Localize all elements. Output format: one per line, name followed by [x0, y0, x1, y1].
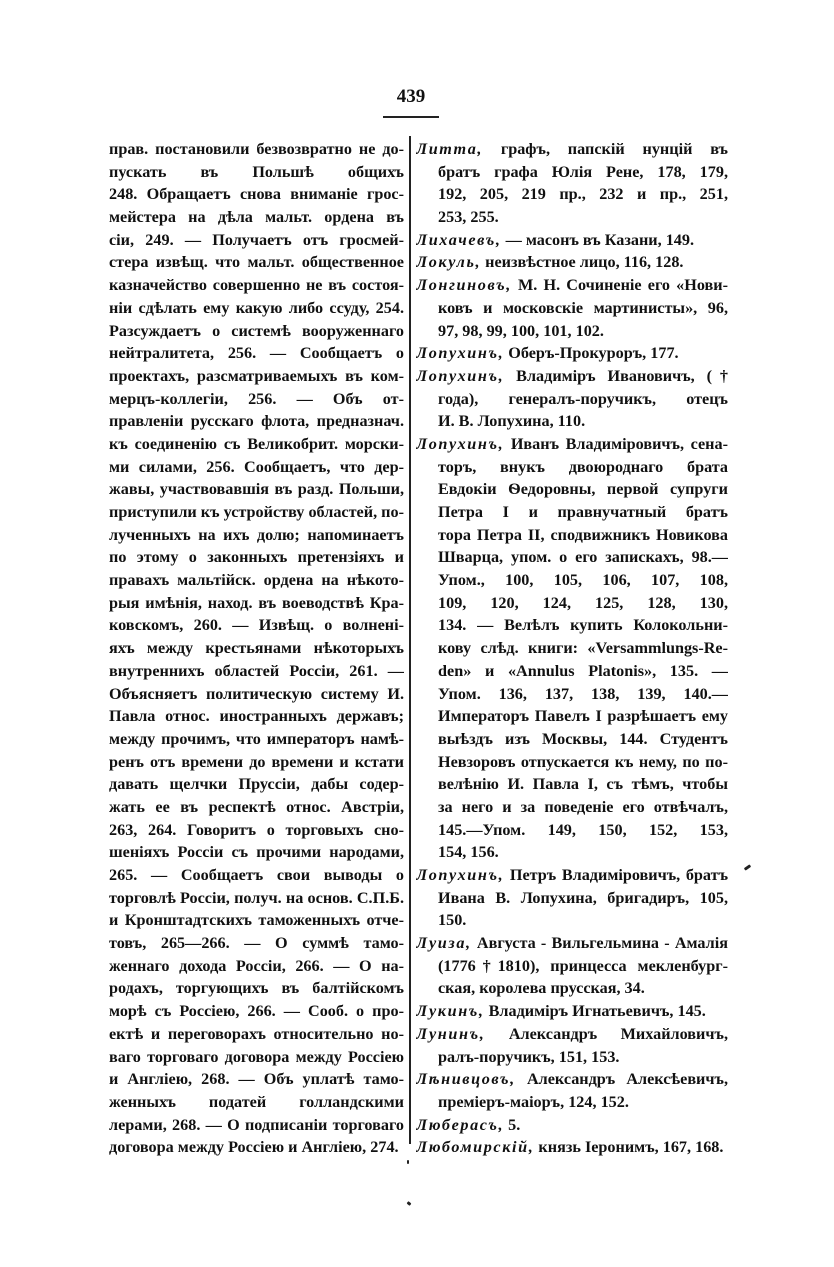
entry-line: [416, 1000, 728, 1023]
entry-text: неизвѣстное лицо, 116, 128.: [485, 253, 684, 272]
entry-line: за него и за поведеніе его отвѣчалъ,: [438, 797, 728, 816]
entry-line: [416, 1114, 728, 1137]
entry-line: den» и «Annulus Platonis», 135. —: [438, 661, 728, 680]
index-entry: [416, 138, 728, 229]
text-line: сіи, 249. — Получаетъ отъ гросмей-: [109, 230, 404, 249]
entry-headword: Лунинъ,: [416, 1024, 486, 1043]
text-line: правленіи русскаго флота, предназнач.: [109, 412, 404, 431]
index-entry: [416, 365, 728, 433]
entry-line: 145.—Упом. 149, 150, 152, 153,: [438, 820, 728, 839]
text-line: прав. постановили безвозвратно не до-: [109, 140, 404, 158]
text-line: стера извѣщ. что мальт. общественное: [109, 253, 404, 272]
entry-headword: Лихачевъ,: [416, 230, 502, 249]
entry-headword: Луиза,: [416, 934, 472, 953]
entry-line: [416, 932, 728, 955]
entry-line: Петра I и правнучатный братъ: [438, 503, 728, 521]
text-line: Павла относ. иностранныхъ державъ;: [109, 707, 404, 726]
entry-text: Александръ Михайловичъ,: [508, 1024, 728, 1043]
entry-line: [416, 1136, 728, 1159]
entry-line: ралъ-поручикъ, 151, 153.: [438, 1047, 620, 1066]
index-entry: [416, 1000, 728, 1023]
ink-mark: [744, 864, 751, 870]
text-line: между прочимъ, что императоръ намѣ-: [109, 729, 404, 748]
text-line: мерцъ-коллегіи, 256. — Объ от-: [109, 389, 404, 408]
left-column: [109, 138, 404, 1159]
entry-headword: Литта,: [416, 140, 484, 158]
entry-line: [416, 229, 728, 252]
text-line: Разсуждаетъ о системѣ вооруженнаго: [109, 321, 404, 340]
index-entry: [416, 932, 728, 1000]
right-column: [416, 138, 728, 1159]
entry-line: преміеръ-маіоръ, 124, 152.: [438, 1092, 629, 1111]
text-line: ми силами, 256. Сообщаетъ, что дер-: [109, 457, 404, 476]
entry-line: 109, 120, 124, 125, 128, 130,: [438, 593, 728, 612]
text-line: яхъ между крестьянами нѣкоторыхъ: [109, 639, 404, 658]
entry-text: Александръ Алексѣевичъ,: [526, 1070, 728, 1089]
entry-line: 154, 156.: [438, 843, 499, 862]
entry-headword: Любомирскій,: [416, 1138, 535, 1157]
text-line: женнаго дохода Россіи, 266. — О на-: [109, 956, 404, 975]
entry-line: [416, 1023, 728, 1046]
entry-text: Петръ Владиміровичъ, братъ: [509, 866, 728, 884]
entry-headword: Лопухинъ,: [416, 866, 505, 884]
entry-text: 5.: [508, 1115, 521, 1134]
entry-text: Иванъ Владиміровичъ, сена-: [510, 434, 728, 453]
entry-line: тора Петра II, сподвижникъ Новикова: [438, 525, 728, 544]
entry-headword: Лопухинъ,: [416, 344, 505, 363]
text-line: жать ее въ респектѣ относ. Австріи,: [109, 797, 404, 816]
index-entry: [416, 1023, 728, 1068]
text-line: внутреннихъ областей Россіи, 261. —: [109, 661, 404, 680]
entry-line: Шварца, упом. о его запискахъ, 98.—: [438, 548, 728, 567]
entry-text: — масонъ въ Казани, 149.: [505, 230, 695, 249]
entry-line: [416, 433, 728, 456]
text-line: товъ, 265—266. — О суммѣ тамо-: [109, 934, 404, 953]
entry-line: [416, 138, 728, 161]
text-line: женныхъ податей голландскими: [109, 1092, 404, 1111]
entry-line: торъ, внукъ двоюроднаго брата: [438, 457, 728, 476]
text-line: и Кронштадтскихъ таможенныхъ отче-: [109, 911, 404, 930]
text-line: договора между Россіею и Англіею, 274.: [109, 1138, 399, 1157]
entry-headword: Лонгиновъ,: [416, 276, 512, 295]
entry-headword: Локуль,: [416, 253, 482, 272]
index-entry: [416, 1068, 728, 1113]
entry-line: Упом., 100, 105, 106, 107, 108,: [438, 571, 728, 590]
entry-text: князь Іеронимъ, 167, 168.: [538, 1138, 724, 1157]
index-entry: [416, 274, 728, 342]
text-line: ковскомъ, 260. — Извѣщ. о волнені-: [109, 616, 404, 635]
text-line: казначейство совершенно не въ состоя-: [109, 276, 404, 295]
entry-line: [416, 274, 728, 297]
entry-line: [416, 251, 728, 274]
text-line: ніи сдѣлать ему какую либо ссуду, 254.: [109, 298, 404, 317]
entry-headword: Лопухинъ,: [416, 366, 505, 385]
entry-line: [416, 1068, 728, 1091]
entry-line: 192, 205, 219 пр., 232 и пр., 251,: [438, 185, 728, 204]
text-line: лерами, 268. — О подписаніи торговаго: [109, 1115, 404, 1134]
text-line: Объясняетъ политическую систему И.: [109, 684, 404, 703]
entry-line: (1776†1810), принцесса мекленбург-: [438, 956, 728, 975]
column-divider: [409, 136, 411, 1144]
entry-headword: Люберасъ,: [416, 1115, 505, 1134]
index-entry: [416, 1114, 728, 1137]
entry-headword: Лукинъ,: [416, 1002, 485, 1021]
text-line: правахъ мальтійск. ордена на нѣкото-: [109, 571, 404, 590]
text-line: торговлѣ Россіи, получ. на основ. С.П.Б.: [109, 888, 404, 907]
entry-line: Евдокіи Ѳедоровны, первой супруги: [438, 480, 728, 499]
entry-line: ская, королева прусская, 34.: [438, 979, 645, 998]
entry-line: кову слѣд. книги: «Versammlungs-Re-: [438, 639, 728, 658]
ink-mark: [407, 1201, 412, 1206]
text-line: рыя имѣнія, наход. въ воеводствѣ Кра-: [109, 593, 404, 612]
text-line: 265. — Сообщаетъ свои выводы о: [109, 866, 404, 884]
text-line: лученныхъ на ихъ долю; напоминаетъ: [109, 525, 404, 544]
entry-line: [416, 864, 728, 887]
entry-text: Августа - Вильгельмина - Амалія: [476, 934, 728, 953]
page-number: 439: [396, 86, 426, 107]
entry-line: Невзоровъ отпускается къ нему, по по-: [438, 752, 728, 771]
entry-text: графъ, папскій нунцій въ: [500, 140, 728, 158]
text-line: пускать въ Польшѣ общихъ: [109, 162, 404, 181]
text-line: 248. Обращаетъ снова вниманіе грос-: [109, 185, 404, 204]
entry-text: Владиміръ Игнатьевичъ, 145.: [488, 1002, 706, 1021]
text-line: ваго торговаго договора между Россіею: [109, 1047, 404, 1066]
entry-headword: Лѣнивцовъ,: [416, 1070, 516, 1089]
page-number-rule: [383, 116, 439, 118]
entry-line: ковъ и московскіе мартинисты», 96,: [438, 298, 728, 317]
index-entry: [416, 864, 728, 932]
text-line: по этому о законныхъ претензіяхъ и: [109, 548, 404, 567]
entry-line: Ивана В. Лопухина, бригадиръ, 105,: [438, 888, 728, 907]
text-line: ренъ отъ времени до времени и кстати: [109, 752, 404, 771]
text-line: къ соединенію съ Великобрит. морски-: [109, 434, 404, 453]
text-line: давать щелчки Пруссіи, дабы содер-: [109, 775, 404, 794]
entry-line: Императоръ Павелъ I разрѣшаетъ ему: [438, 707, 728, 726]
text-line: приступили къ устройству областей, по-: [109, 503, 404, 521]
entry-line: [416, 342, 728, 365]
entry-line: И. В. Лопухина, 110.: [438, 412, 586, 431]
entry-line: 97, 98, 99, 100, 101, 102.: [438, 321, 604, 340]
index-entry: [416, 1136, 728, 1159]
entry-headword: Лопухинъ,: [416, 434, 505, 453]
entry-text: Владиміръ Ивановичъ, (†: [516, 366, 728, 385]
entry-line: братъ графа Юлія Рене, 178, 179,: [438, 162, 728, 181]
entry-text: Оберъ-Прокуроръ, 177.: [508, 344, 679, 363]
text-line: 263, 264. Говоритъ о торговыхъ сно-: [109, 820, 404, 839]
text-line: нейтралитета, 256. — Сообщаетъ о: [109, 344, 404, 363]
index-entry: [416, 229, 728, 252]
text-line: жавы, участвовавшія въ разд. Польши,: [109, 480, 404, 499]
text-line: морѣ съ Россіею, 266. — Сооб. о про-: [109, 1002, 404, 1021]
entry-line: 134. — Велѣлъ купить Колокольни-: [438, 616, 728, 635]
index-entry: [416, 342, 728, 365]
entry-line: Упом. 136, 137, 138, 139, 140.—: [438, 684, 728, 703]
index-entry: [416, 433, 728, 864]
text-line: шеніяхъ Россіи съ прочими народами,: [109, 843, 404, 862]
ink-mark: [407, 1160, 409, 1164]
text-line: ектѣ и переговорахъ относительно но-: [109, 1024, 404, 1043]
entry-line: 150.: [438, 911, 467, 930]
entry-line: года), генералъ-поручикъ, отецъ: [438, 389, 728, 408]
text-line: проектахъ, разсматриваемыхъ въ ком-: [109, 366, 404, 385]
text-line: и Англіею, 268. — Объ уплатѣ тамо-: [109, 1070, 404, 1089]
entry-line: выѣздъ изъ Москвы, 144. Студентъ: [438, 729, 728, 748]
entry-line: [416, 365, 728, 388]
entry-line: велѣнію И. Павла I, съ тѣмъ, чтобы: [438, 775, 728, 794]
text-line: мейстера на дѣла мальт. ордена въ: [109, 208, 404, 227]
entry-line: 253, 255.: [438, 208, 499, 227]
index-entry: [416, 251, 728, 274]
text-line: родахъ, торгующихъ въ балтійскомъ: [109, 979, 404, 998]
entry-text: М. Н. Сочиненіе его «Нови-: [518, 276, 728, 295]
